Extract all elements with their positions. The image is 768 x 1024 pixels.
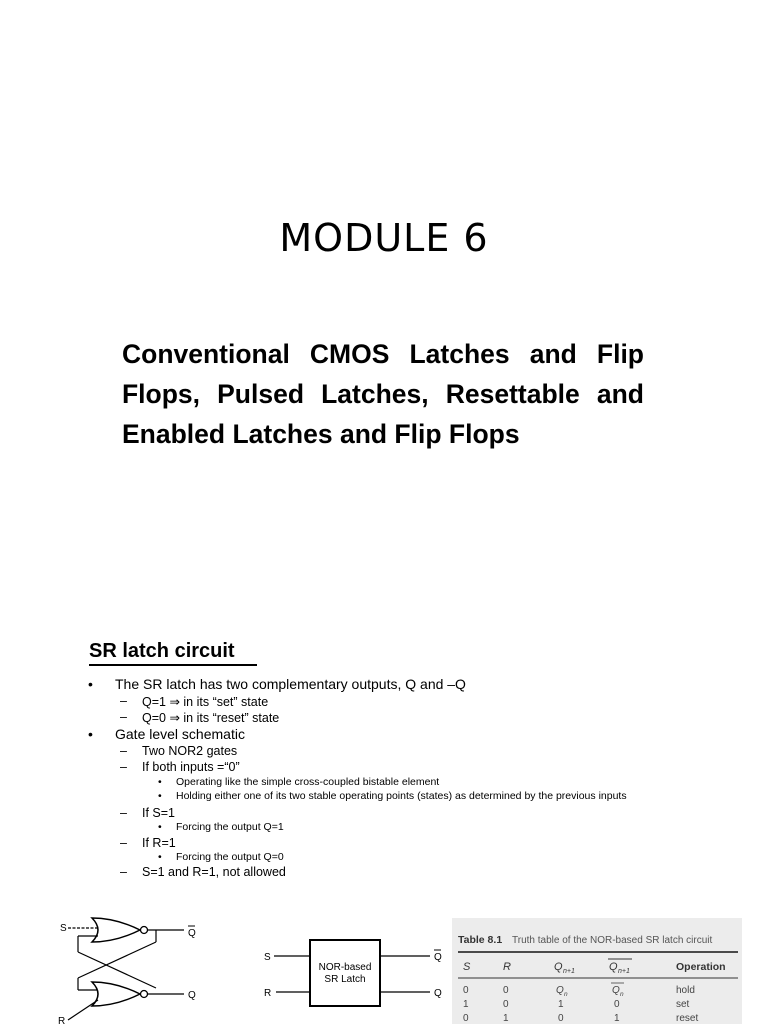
cell-s: 0 [463, 1013, 469, 1024]
cross-coupling-wire [78, 942, 156, 978]
cell-qbar-subscript: n [620, 991, 624, 998]
nor-gate-top [92, 918, 140, 942]
third-level-item [158, 776, 440, 788]
cell-q: 0 [558, 1013, 564, 1024]
sub-bullet-text: Two NOR2 gates [142, 744, 238, 758]
sub-bullet-text: Q=0 ⇒ in its “reset” state [142, 711, 280, 725]
bullet-dot: • [158, 851, 162, 863]
dash-marker: – [120, 865, 127, 879]
schematic-q-label: Q [188, 990, 196, 1001]
sub-bullet-item [120, 744, 238, 758]
sub-bullet-text: Q=1 ⇒ in its “set” state [142, 695, 269, 709]
sub-bullet-text: If both inputs =“0” [142, 760, 240, 774]
truth-table [452, 918, 742, 1024]
sr-latch-block [310, 940, 380, 1006]
sub-bullet-text: S=1 and R=1, not allowed [142, 865, 286, 879]
cell-q-subscript: n [564, 991, 568, 998]
block-q-label: Q [434, 988, 442, 999]
header-q-subscript: n+1 [563, 968, 575, 975]
sub-bullet-item [120, 836, 176, 850]
truth-table-panel [452, 918, 742, 1024]
sub-bullet-item [120, 694, 269, 709]
module-subtitle: Conventional CMOS Latches and Flip Flops, Pulsed Latches, Resettable and Enabled Latches and Flip Flops [122, 339, 644, 449]
bullet-dot: • [158, 821, 162, 833]
cell-r: 0 [503, 999, 509, 1010]
bullet-dot: • [88, 676, 93, 692]
header-qbar-subscript: n+1 [618, 968, 630, 975]
block-s-label: S [264, 952, 271, 963]
cross-coupling-wire [78, 952, 156, 988]
header-s: S [463, 961, 471, 973]
cell-s: 0 [463, 985, 469, 996]
cell-qbar: 1 [614, 1013, 620, 1024]
bullet-dot: • [158, 790, 162, 802]
block-r-label: R [264, 988, 272, 999]
nor-gate-bottom [92, 982, 140, 1006]
cell-s: 1 [463, 999, 469, 1010]
third-level-item [158, 851, 284, 863]
schematic-qbar-label: Q [188, 928, 196, 939]
block-qbar-label: Q [434, 952, 442, 963]
dash-marker: – [120, 760, 127, 774]
sub-bullet-item [120, 806, 176, 820]
block-line1: NOR-based [318, 962, 372, 973]
dash-marker: – [120, 694, 127, 708]
cell-operation: hold [676, 985, 695, 996]
bullet-item [88, 726, 245, 742]
block-line2: SR Latch [324, 974, 366, 985]
sub-bullet-item [120, 865, 286, 879]
sub-bullet-text: If R=1 [142, 836, 176, 850]
header-r: R [503, 961, 511, 973]
dash-marker: – [120, 744, 127, 758]
header-operation: Operation [676, 961, 726, 973]
cell-q: 1 [558, 999, 564, 1010]
bullet-item [88, 676, 466, 692]
third-level-text: Holding either one of its two stable operating points (states) as determined by the previous inputs [176, 790, 627, 802]
header-q: Q [554, 961, 563, 973]
r-input-wire [68, 1000, 98, 1020]
inverter-bubble [141, 927, 148, 934]
sub-bullet-item [120, 760, 240, 774]
sub-bullet-text: If S=1 [142, 806, 176, 820]
bullet-text: Gate level schematic [115, 726, 245, 742]
header-qbar: Q [609, 961, 618, 973]
cell-q: Q [556, 985, 564, 996]
cell-qbar: 0 [614, 999, 620, 1010]
slide-heading: SR latch circuit [89, 640, 235, 662]
table-label: Table 8.1 [458, 934, 503, 946]
schematic-r-label: R [58, 1016, 66, 1024]
cell-operation: set [676, 999, 690, 1010]
dash-marker: – [120, 710, 127, 724]
third-level-text: Forcing the output Q=0 [176, 851, 284, 863]
schematic-s-label: S [60, 923, 67, 934]
inverter-bubble [141, 991, 148, 998]
nor-gate-schematic [56, 908, 216, 1024]
third-level-text: Forcing the output Q=1 [176, 821, 284, 833]
dash-marker: – [120, 836, 127, 850]
third-level-item [158, 790, 627, 802]
third-level-text: Operating like the simple cross-coupled bistable element [176, 776, 440, 788]
sub-bullet-item [120, 710, 280, 725]
cell-r: 0 [503, 985, 509, 996]
cell-qbar: Q [612, 985, 620, 996]
table-caption: Truth table of the NOR-based SR latch circuit [512, 935, 713, 946]
third-level-item [158, 821, 284, 833]
bullet-dot: • [88, 726, 93, 742]
module-title: MODULE 6 [279, 216, 489, 260]
cell-operation: reset [676, 1013, 699, 1024]
bullet-text: The SR latch has two complementary outputs, Q and –Q [115, 676, 466, 692]
dash-marker: – [120, 806, 127, 820]
heading-underline [89, 664, 257, 666]
cell-r: 1 [503, 1013, 509, 1024]
sr-latch-block-diagram [258, 930, 448, 1010]
bullet-dot: • [158, 776, 162, 788]
